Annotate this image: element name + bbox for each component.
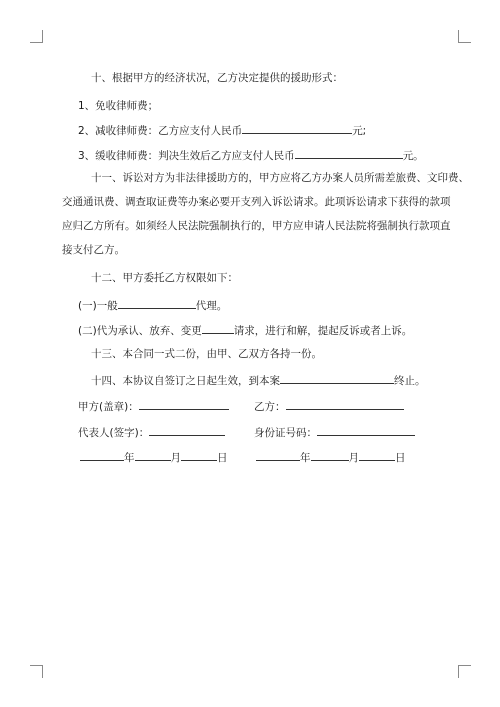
- article12-item2-prefix: (二)代为承认、放弃、变更: [78, 325, 202, 337]
- representative-row: [78, 424, 225, 440]
- id-number-label: 身份证号码：: [254, 427, 317, 439]
- article12-item2-suffix: 请求，进行和解，提起反诉或者上诉。: [233, 325, 413, 337]
- article10-item2-suffix: 元;: [352, 125, 367, 137]
- reduced-fee-blank: [242, 122, 352, 134]
- article10-item3: [78, 147, 424, 163]
- deferred-fee-blank: [295, 147, 403, 159]
- article14-suffix: 终止。: [394, 375, 426, 387]
- article11-line3: 应归乙方所有。如须经人民法院强制执行的，甲方应申请人民法院将强制执行款项直: [62, 220, 451, 232]
- date-row-right: [256, 449, 406, 465]
- day-label-left: 日: [217, 452, 228, 464]
- year-blank-left: [80, 449, 124, 461]
- article11-line1: 十一、诉讼对方为非法律援助方的，甲方应将乙方办案人员所需差旅费、文印费、: [91, 172, 469, 184]
- article10-item3-suffix: 元。: [402, 150, 424, 162]
- crop-mark-top-right: [458, 30, 471, 43]
- article10-heading: 十、根据甲方的经济状况，乙方决定提供的援助形式：: [91, 72, 343, 84]
- id-number-row: [254, 424, 415, 440]
- representative-label: 代表人(签字)：: [78, 427, 150, 439]
- party-a-row: [78, 398, 229, 414]
- id-number-blank: [317, 424, 415, 436]
- article12-item1: [78, 297, 227, 313]
- case-end-blank: [280, 372, 394, 384]
- article12-item1-suffix: 代理。: [195, 300, 228, 312]
- article14-prefix: 十四、本协议自签订之日起生效，到本案: [91, 375, 280, 387]
- article14-text: [91, 372, 426, 388]
- month-label-left: 月: [170, 452, 181, 464]
- year-blank-right: [256, 449, 300, 461]
- party-a-blank: [139, 398, 229, 410]
- crop-mark-top-left: [30, 30, 43, 43]
- year-label-right: 年: [300, 452, 311, 464]
- article12-item2: [78, 322, 412, 338]
- party-a-label: 甲方(盖章)：: [78, 401, 139, 413]
- crop-mark-bottom-left: [30, 665, 43, 678]
- representative-blank: [149, 424, 225, 436]
- crop-mark-bottom-right: [458, 665, 471, 678]
- month-blank-left: [135, 449, 171, 461]
- article11-line2: 交通通讯费、调查取证费等办案必要开支列入诉讼请求。此项诉讼请求下获得的款项: [62, 196, 451, 208]
- date-row-left: [80, 449, 228, 465]
- party-b-blank: [286, 398, 404, 410]
- day-blank-right: [359, 449, 395, 461]
- claim-change-blank: [202, 322, 234, 334]
- general-agency-blank: [118, 297, 196, 309]
- article10-item2: [78, 122, 366, 138]
- month-blank-right: [311, 449, 349, 461]
- party-b-row: [254, 398, 404, 414]
- month-label-right: 月: [348, 452, 359, 464]
- year-label-left: 年: [124, 452, 135, 464]
- day-blank-left: [181, 449, 217, 461]
- article11-line4: 接支付乙方。: [62, 244, 125, 256]
- article13-text: 十三、本合同一式二份，由甲、乙双方各持一份。: [91, 348, 322, 360]
- article10-item2-prefix: 2、减收律师费：乙方应支付人民币: [78, 125, 243, 137]
- article12-item1-prefix: (一)一般: [78, 300, 118, 312]
- party-b-label: 乙方：: [254, 401, 286, 413]
- article12-heading: 十二、甲方委托乙方权限如下：: [91, 272, 238, 284]
- article10-item3-prefix: 3、缓收律师费：判决生效后乙方应支付人民币: [78, 150, 295, 162]
- day-label-right: 日: [395, 452, 406, 464]
- article10-item1: 1、免收律师费；: [78, 100, 159, 112]
